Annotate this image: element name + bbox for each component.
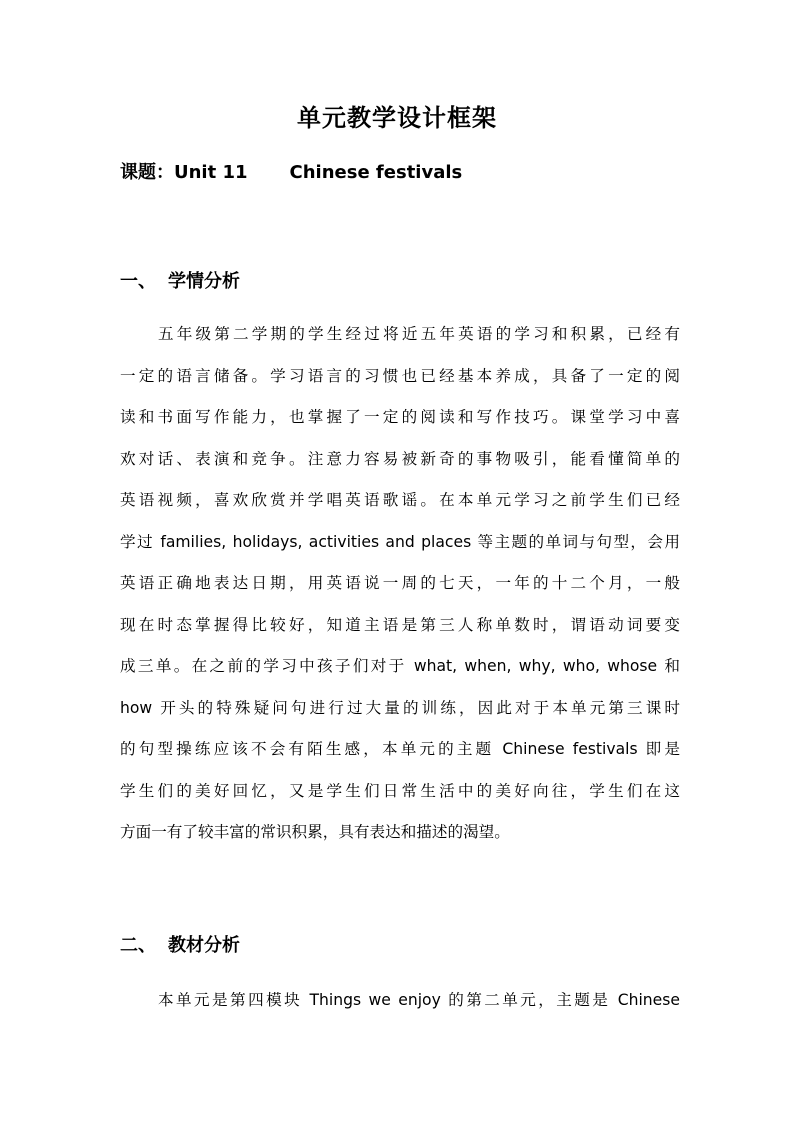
paragraph-line: 本单元是第四模块 Things we enjoy 的第二单元，主题是 Chinese — [158, 991, 680, 1009]
learner-analysis-paragraph — [120, 314, 680, 854]
paragraph-line: 方面一有了较丰富的常识积累，具有表达和描述的渴望。 — [120, 823, 510, 841]
textbook-analysis-paragraph — [120, 980, 680, 1022]
paragraph-line: 学过 families, holidays, activities and places 等主题的单词与句型，会用 — [120, 532, 680, 551]
paragraph-line: 五年级第二学期的学生经过将近五年英语的学习和积累，已经有 — [158, 325, 680, 343]
paragraph-line: 的句型操练应该不会有陌生感，本单元的主题 Chinese festivals 即是 — [120, 740, 680, 758]
paragraph-line: 成三单。在之前的学习中孩子们对于 what, when, why, who, whose 和 — [120, 657, 680, 675]
paragraph-line: 读和书面写作能力，也掌握了一定的阅读和写作技巧。课堂学习中喜 — [120, 408, 680, 426]
paragraph-line: 英语视频，喜欢欣赏并学唱英语歌谣。在本单元学习之前学生们已经 — [120, 491, 680, 509]
paragraph-line: 学生们的美好回忆，又是学生们日常生活中的美好向往，学生们在这 — [120, 781, 680, 800]
paragraph-line: 现在时态掌握得比较好，知道主语是第三人称单数时，谓语动词要变 — [120, 615, 680, 634]
subject-name: Chinese festivals — [289, 162, 463, 183]
section-number: 一、 — [120, 271, 156, 292]
lesson-subject — [120, 158, 462, 188]
section-title: 教材分析 — [168, 935, 240, 956]
section-title: 学情分析 — [168, 271, 240, 292]
paragraph-line: 欢对话、表演和竞争。注意力容易被新奇的事物吸引，能看懂简单的 — [120, 449, 680, 468]
section-heading-learner-analysis — [120, 267, 240, 297]
paragraph-line: 一定的语言储备。学习语言的习惯也已经基本养成，具备了一定的阅 — [120, 366, 680, 385]
section-number: 二、 — [120, 935, 156, 956]
paragraph-line: 英语正确地表达日期，用英语说一周的七天，一年的十二个月，一般 — [120, 574, 680, 592]
section-heading-textbook-analysis — [120, 931, 240, 961]
document-title: 单元教学设计框架 — [297, 104, 497, 132]
paragraph-line: how 开头的特殊疑问句进行过大量的训练，因此对于本单元第三课时 — [120, 698, 680, 717]
subject-label: 课题：Unit 11 — [120, 162, 248, 183]
